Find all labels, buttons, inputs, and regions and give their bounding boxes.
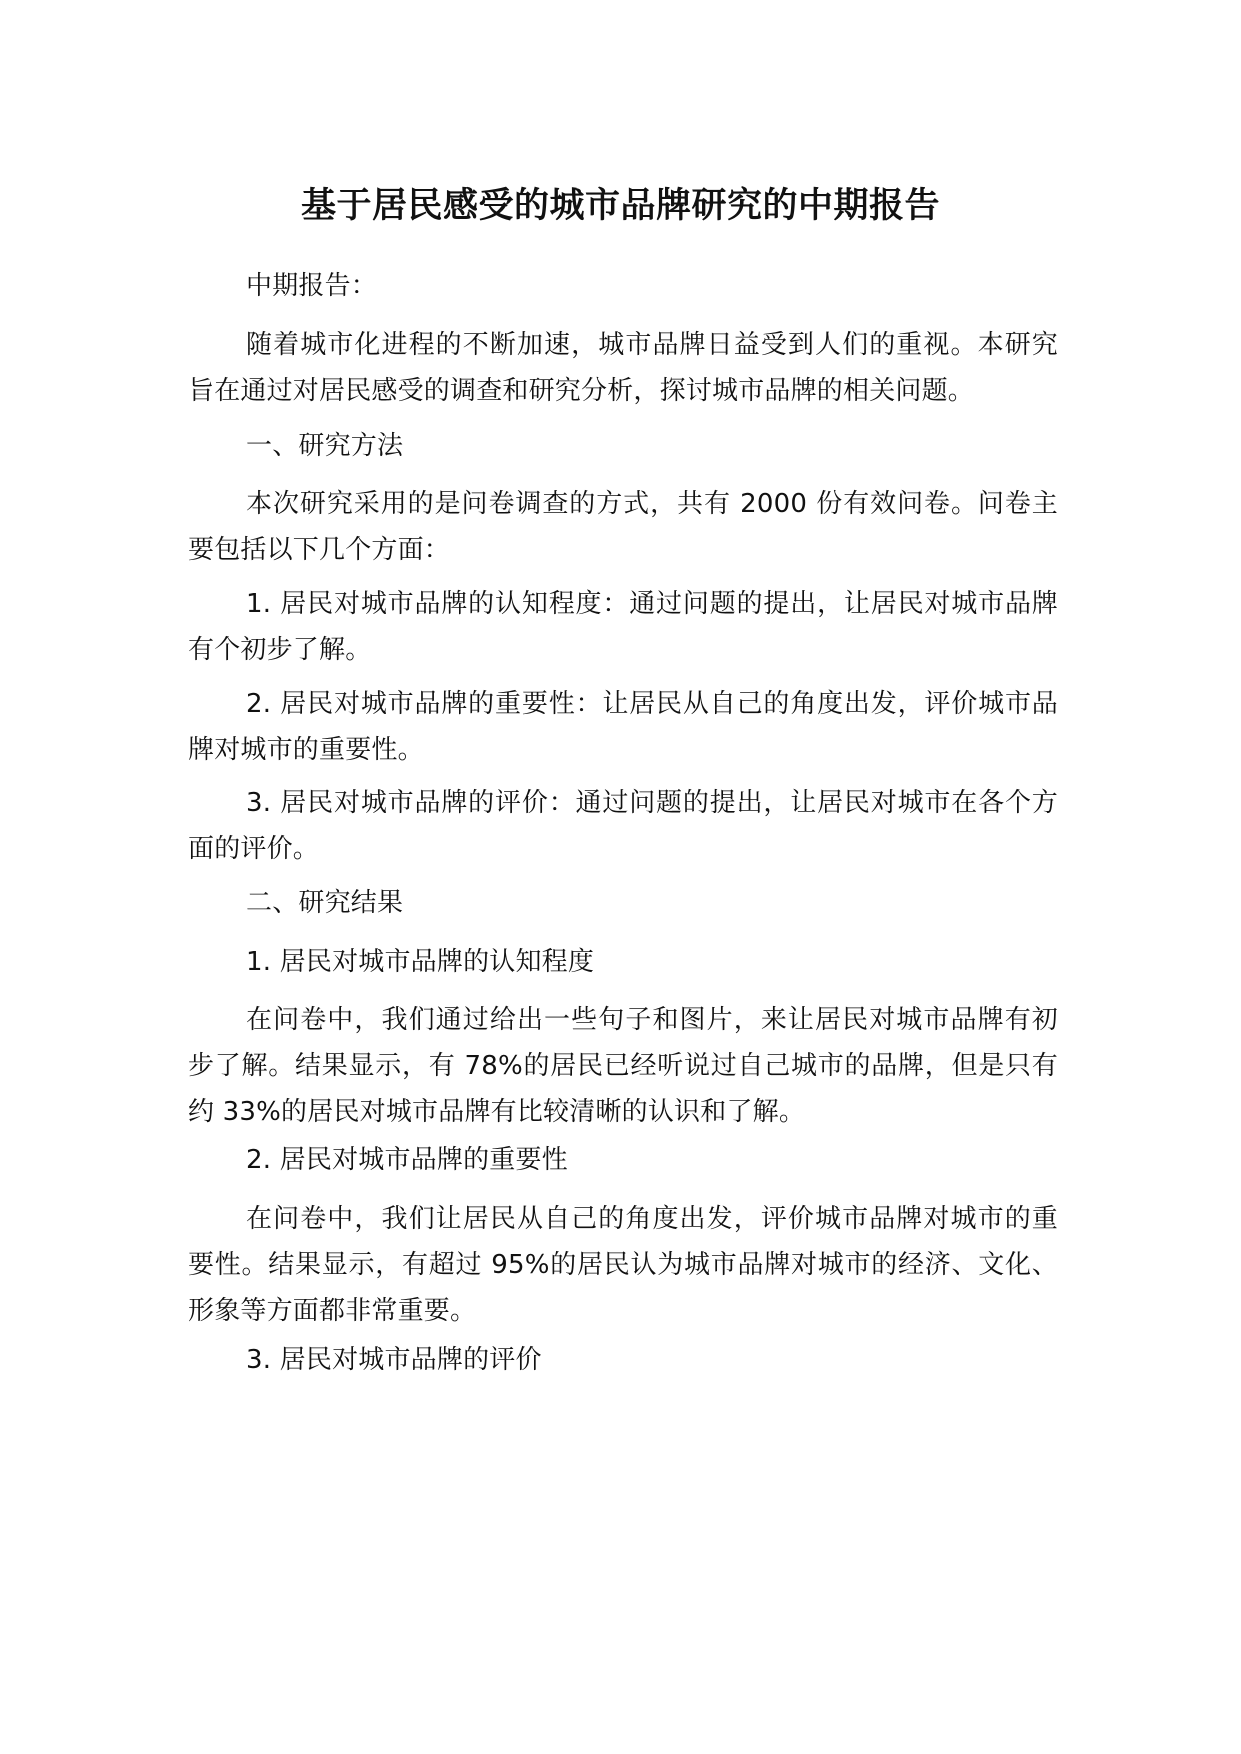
subheading-awareness: 1. 居民对城市品牌的认知程度	[246, 947, 595, 977]
paragraph-methods: 本次研究采用的是问卷调查的方式，共有 2000 份有效问卷。问卷主要包括以下几个方面：	[188, 489, 1058, 565]
section-heading-results: 二、研究结果	[246, 888, 404, 918]
list-item-evaluation: 3. 居民对城市品牌的评价：通过问题的提出，让居民对城市在各个方面的评价。	[188, 788, 1058, 864]
paragraph-intro-label: 中期报告：	[246, 271, 378, 301]
paragraph-awareness-results: 在问卷中，我们通过给出一些句子和图片，来让居民对城市品牌有初步了解。结果显示，有 78%的居民已经听说过自己城市的品牌，但是只有约 33%的居民对城市品牌有比较清晰的认识和了解。	[188, 1005, 1058, 1127]
subheading-importance: 2. 居民对城市品牌的重要性	[246, 1145, 568, 1175]
list-item-importance: 2. 居民对城市品牌的重要性：让居民从自己的角度出发，评价城市品牌对城市的重要性。	[188, 689, 1058, 765]
paragraph-background: 随着城市化进程的不断加速，城市品牌日益受到人们的重视。本研究旨在通过对居民感受的调查和研究分析，探讨城市品牌的相关问题。	[188, 330, 1058, 406]
subheading-evaluation: 3. 居民对城市品牌的评价	[246, 1345, 542, 1375]
document-title: 基于居民感受的城市品牌研究的中期报告	[300, 186, 940, 226]
section-heading-methods: 一、研究方法	[246, 431, 404, 461]
paragraph-importance-results: 在问卷中，我们让居民从自己的角度出发，评价城市品牌对城市的重要性。结果显示，有超过 95%的居民认为城市品牌对城市的经济、文化、形象等方面都非常重要。	[188, 1204, 1058, 1326]
list-item-awareness: 1. 居民对城市品牌的认知程度：通过问题的提出，让居民对城市品牌有个初步了解。	[188, 589, 1058, 665]
